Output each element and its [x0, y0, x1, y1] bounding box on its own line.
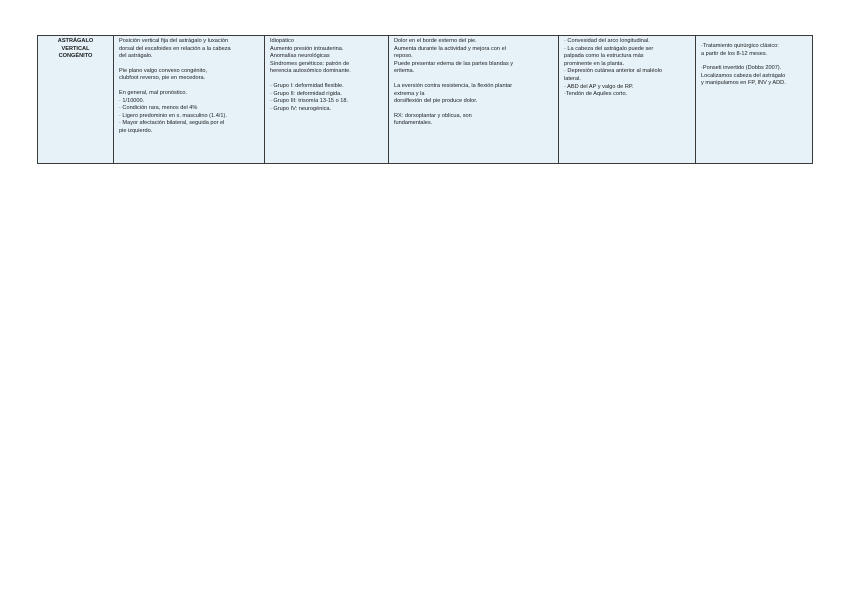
text-line: y manipulamos en FP, INV y ADD.	[701, 80, 786, 87]
list-item: · Grupo II: deformidad rígida.	[270, 90, 342, 97]
text-line: Pie plano valgo convexo congénito,	[119, 67, 208, 74]
list-item: · Depresión cutánea anterior al maléolo	[564, 68, 662, 75]
list-item: palpada como la estructura más	[564, 53, 644, 60]
text-line: extrema y la	[394, 90, 425, 97]
list-item: · Grupo III: trisomía 13-15 o 18.	[270, 98, 349, 105]
text-line: Dolor en el borde externo del pie.	[394, 38, 477, 44]
text-line: Idiopático	[270, 38, 294, 44]
text-line: Aumenta durante la actividad y mejora con el	[394, 45, 506, 52]
condition-title-line: VERTICAL	[61, 45, 90, 52]
text-line: herencia autosómico dominante.	[270, 68, 351, 75]
condition-title-cell	[38, 36, 114, 164]
list-item: pie izquierdo.	[119, 127, 153, 134]
list-item: · Grupo I: deformidad flexible.	[270, 82, 344, 89]
text-line: reposo.	[394, 53, 413, 60]
text-line: Anomalías neurológicas	[270, 53, 330, 60]
condition-title-line: ASTRÁGALO	[57, 38, 94, 44]
text-line: La eversión contra resistencia, la flexión plantar	[394, 82, 513, 89]
text-line: a partir de los 8-12 meses.	[701, 50, 768, 57]
list-item: · Convexidad del arco longitudinal.	[564, 38, 650, 44]
treatment-cell	[696, 36, 813, 164]
list-item: · La cabeza del astrágalo puede ser	[564, 45, 654, 52]
text-line: Síndromes genéticos: patrón de	[270, 60, 350, 67]
text-line: fundamentales.	[394, 120, 433, 127]
text-line: RX: dorsoplantar y oblicua, son	[394, 112, 472, 119]
clinical-cell	[389, 36, 559, 164]
list-item: · Condición rara, menos del 4%	[119, 105, 198, 112]
list-item: · Grupo IV: neurogénica.	[270, 105, 332, 112]
condition-title-line: CONGÉNITO	[58, 53, 93, 60]
text-line: eritema.	[394, 68, 415, 75]
text-line: En general, mal pronóstico.	[119, 89, 188, 96]
clinical-summary-table	[37, 35, 813, 164]
list-item: · Mayor afectación bilateral, seguida por el	[119, 120, 225, 127]
text-line: dorsal del escafoides en relación a la cabeza	[119, 45, 231, 52]
list-item: ·Tendón de Aquiles corto.	[564, 91, 628, 98]
signs-cell	[559, 36, 696, 164]
list-item: prominente en la planta.	[564, 60, 625, 67]
text-line: ·Ponseti invertido (Dobbs 2007).	[701, 65, 782, 72]
list-item: · Ligero predominio en s. masculino (1.4/1).	[119, 112, 227, 119]
text-line: Puede presentar edema de las partes blandas y	[394, 60, 514, 67]
text-line: Localizamos cabeza del astrágalo	[701, 72, 786, 79]
text-line: Posición vertical fija del astrágalo y luxación	[119, 38, 229, 44]
text-line: ·Tratamiento quirúrgico clásico:	[701, 43, 779, 49]
text-line: dorsiflexión del pie produce dolor.	[394, 98, 478, 105]
text-line: Aumento presión intrauterina.	[270, 45, 344, 52]
etiology-cell	[265, 36, 389, 164]
description-cell	[114, 36, 265, 164]
list-item: · ABD del AP y valgo de RP.	[564, 83, 634, 90]
list-item: · 1/10000.	[119, 97, 145, 104]
list-item: lateral.	[564, 75, 581, 82]
table-row	[38, 36, 813, 164]
text-line: del astrágalo.	[119, 53, 153, 60]
text-line: clubfoot reverso, pie en mecedora.	[119, 75, 206, 82]
